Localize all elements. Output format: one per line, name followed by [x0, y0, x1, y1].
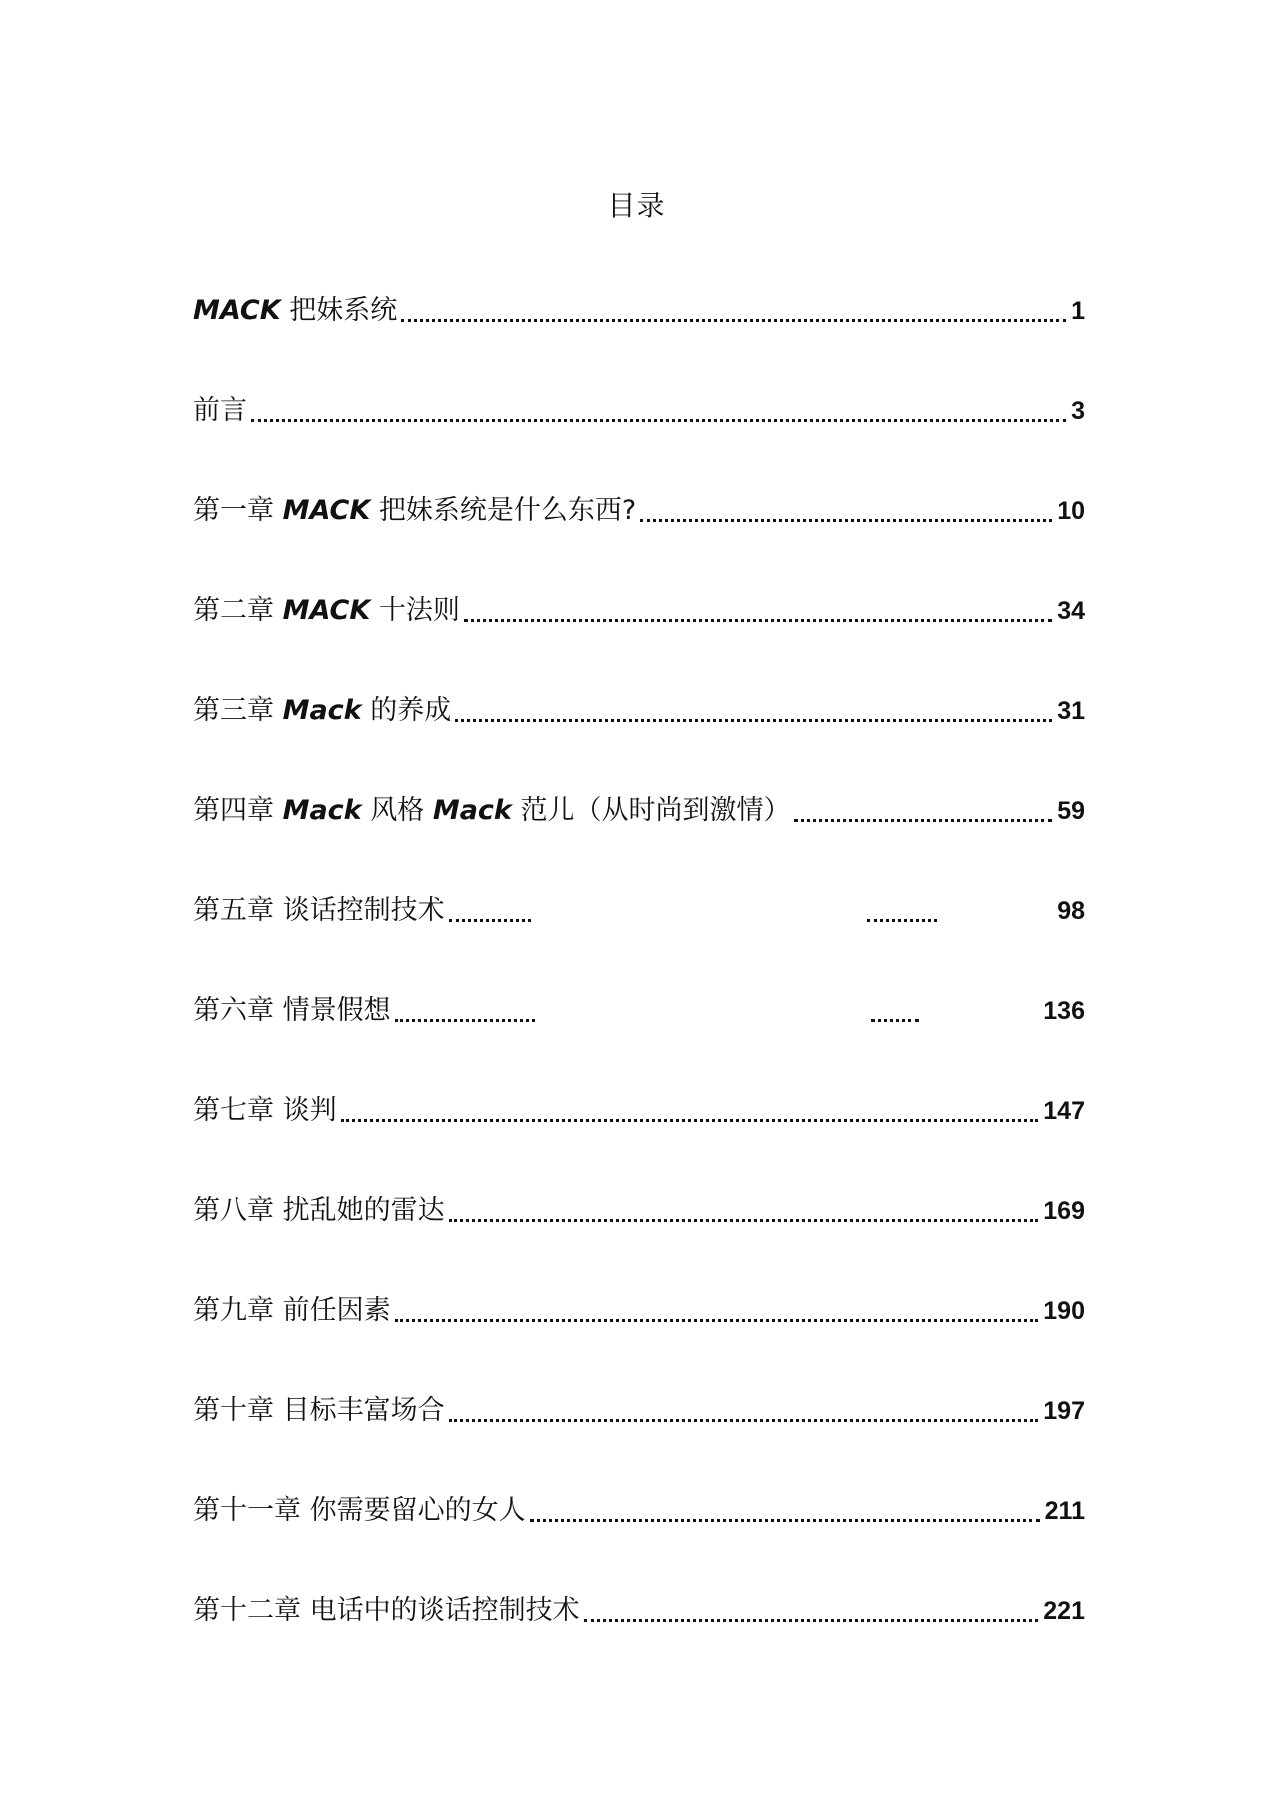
toc-page-number: 221 — [1043, 1597, 1085, 1625]
toc-page-number: 169 — [1043, 1197, 1085, 1225]
toc-entry-title: 第一章 MACK 把妹系统是什么东西? — [193, 495, 637, 526]
toc-page-number: 1 — [1071, 297, 1085, 325]
toc-entry[interactable] — [193, 387, 1085, 431]
toc-leader-segment — [395, 1019, 535, 1022]
toc-entry-title: 第十一章 你需要留心的女人 — [193, 1495, 526, 1526]
toc-entry[interactable] — [193, 287, 1085, 331]
toc-page-number: 98 — [1057, 897, 1085, 925]
toc-leader — [447, 1191, 1042, 1231]
toc-leader — [399, 291, 1069, 331]
toc-entry-title: 第六章 情景假想 — [193, 995, 391, 1026]
toc-leader-segment — [867, 919, 937, 922]
toc-entry[interactable] — [193, 1287, 1085, 1331]
toc-page-number: 31 — [1057, 697, 1085, 725]
toc-entry-title: 第三章 Mack 的养成 — [193, 695, 452, 726]
toc-entry-title: MACK 把妹系统 — [193, 295, 398, 326]
toc-leader — [447, 891, 1056, 931]
toc-leader — [393, 1291, 1042, 1331]
toc-entry[interactable] — [193, 1187, 1085, 1231]
toc-entry-title: 第四章 Mack 风格 Mack 范儿（从时尚到激情） — [193, 795, 791, 826]
toc-entry-title: 第九章 前任因素 — [193, 1295, 391, 1326]
toc-page-number: 190 — [1043, 1297, 1085, 1325]
toc-entry[interactable] — [193, 1587, 1085, 1631]
toc-leader-segment — [871, 1019, 919, 1022]
toc-page-number: 59 — [1057, 797, 1085, 825]
toc-leader — [447, 1391, 1042, 1431]
toc-page-number: 197 — [1043, 1397, 1085, 1425]
toc-entry[interactable] — [193, 787, 1085, 831]
toc-entry[interactable] — [193, 1487, 1085, 1531]
toc-entry[interactable] — [193, 1087, 1085, 1131]
toc-entry-title: 第八章 扰乱她的雷达 — [193, 1195, 445, 1226]
toc-entry-title: 第十二章 电话中的谈话控制技术 — [193, 1595, 580, 1626]
toc-page-number: 147 — [1043, 1097, 1085, 1125]
toc-entry[interactable] — [193, 687, 1085, 731]
toc-leader — [393, 991, 1042, 1031]
page-title: 目录 — [607, 189, 666, 222]
toc-entry-title: 第二章 MACK 十法则 — [193, 595, 460, 626]
toc-entry-title: 前言 — [193, 395, 247, 426]
toc-entry[interactable] — [193, 587, 1085, 631]
toc-leader — [339, 1091, 1042, 1131]
toc-entry[interactable] — [193, 887, 1085, 931]
toc-leader — [638, 491, 1055, 531]
toc-page-number: 3 — [1071, 397, 1085, 425]
toc-leader — [528, 1491, 1043, 1531]
toc-leader — [453, 691, 1055, 731]
toc-leader-segment — [449, 919, 531, 922]
toc-entry[interactable] — [193, 1387, 1085, 1431]
toc-entry[interactable] — [193, 987, 1085, 1031]
toc-entry-title: 第五章 谈话控制技术 — [193, 895, 445, 926]
toc-page-number: 136 — [1043, 997, 1085, 1025]
toc-entry-title: 第七章 谈判 — [193, 1095, 337, 1126]
toc-leader — [249, 391, 1069, 431]
toc-page-number: 34 — [1057, 597, 1085, 625]
toc-page-number: 211 — [1044, 1497, 1085, 1525]
toc-entry[interactable] — [193, 487, 1085, 531]
toc-leader — [792, 791, 1055, 831]
toc-page-number: 10 — [1057, 497, 1085, 525]
toc-leader — [582, 1591, 1042, 1631]
toc-entry-title: 第十章 目标丰富场合 — [193, 1395, 445, 1426]
toc-leader — [462, 591, 1055, 631]
